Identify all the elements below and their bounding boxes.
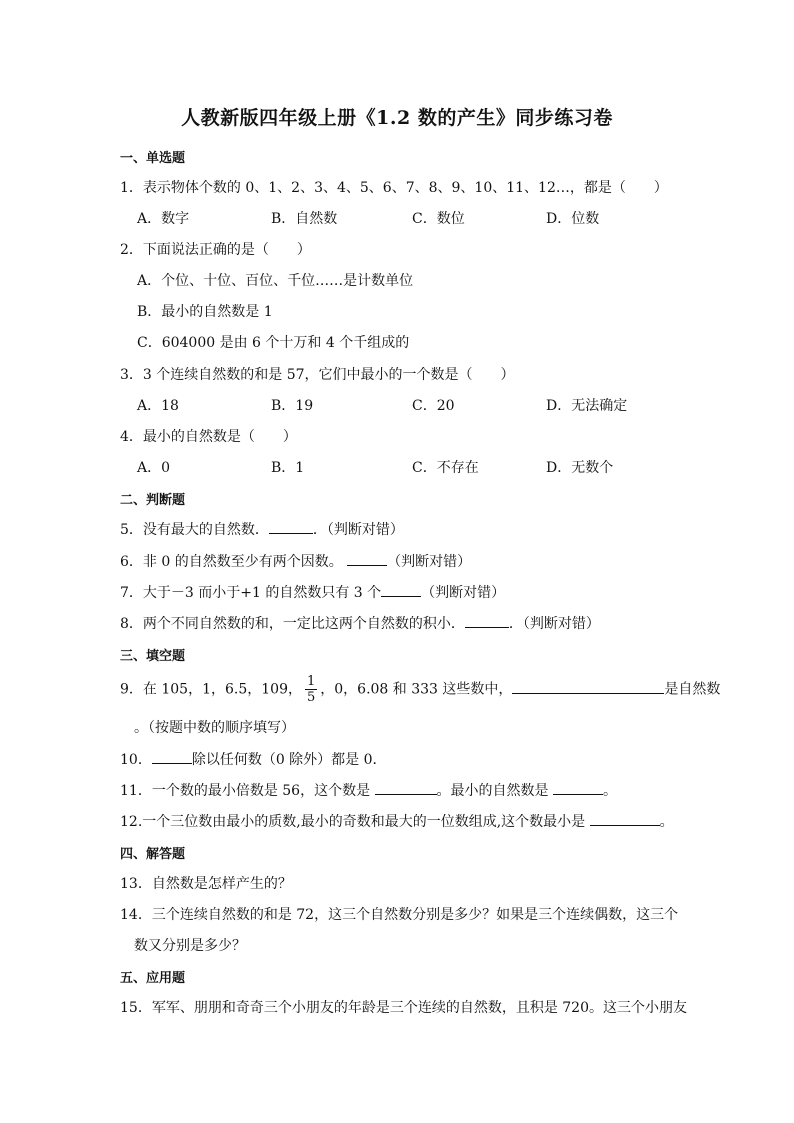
question-10 (120, 749, 387, 769)
question-9-answer-blank[interactable] (512, 679, 664, 694)
question-4-option-a: A．0 (137, 460, 171, 476)
question-4-option-c: C．不存在 (412, 460, 479, 476)
section-heading-fill-in: 三、填空题 (120, 649, 186, 664)
question-14-line-2: 数又分别是多少？ (134, 938, 246, 954)
question-3-option-a: A．18 (137, 398, 179, 414)
section-heading-single-choice: 一、单选题 (120, 151, 186, 166)
question-4-stem: 4．最小的自然数是（ ） (120, 429, 297, 445)
question-7-text: 7．大于－3 而小于+1 的自然数只有 3 个 (120, 585, 382, 601)
question-2-option-c: C．604000 是由 6 个十万和 4 个千组成的 (137, 335, 410, 351)
question-1-option-a: A．数字 (137, 211, 190, 227)
question-11-answer-blank-1[interactable] (375, 780, 437, 795)
question-12 (120, 811, 674, 831)
question-8-suffix: ．（判断对错） (508, 616, 600, 632)
question-5-answer-blank[interactable] (269, 519, 313, 534)
question-10-answer-blank[interactable] (152, 749, 192, 764)
question-9-text-mid: ，0，6.08 和 333 这些数中， (320, 681, 513, 698)
question-11-answer-blank-2[interactable] (553, 780, 603, 795)
question-1-option-d: D．位数 (546, 211, 600, 227)
question-11-text-mid: 。最小的自然数是 (436, 783, 553, 799)
question-2-stem: 2．下面说法正确的是（ ） (120, 242, 311, 258)
question-13: 13．自然数是怎样产生的？ (120, 876, 292, 892)
question-3-option-c: C．20 (412, 398, 455, 414)
question-14-line-1: 14．三个连续自然数的和是 72，这三个自然数分别是多少？如果是三个连续偶数，这三个 (120, 907, 679, 923)
question-8-text: 8．两个不同自然数的和，一定比这两个自然数的积小． (120, 616, 465, 632)
question-11 (120, 780, 617, 800)
section-heading-answer: 四、解答题 (120, 847, 186, 862)
question-12-answer-blank[interactable] (590, 811, 660, 826)
question-9 (120, 674, 720, 705)
question-1-option-b: B．自然数 (271, 211, 338, 227)
question-5-text: 5．没有最大的自然数． (120, 522, 269, 538)
question-9-text: 9．在 105，1，6.5，109， (120, 681, 302, 698)
question-5 (120, 519, 404, 539)
fraction-denominator: 5 (306, 690, 316, 705)
question-4-option-b: B．1 (271, 460, 305, 476)
question-15-line-1: 15．军军、朋朋和奇奇三个小朋友的年龄是三个连续的自然数，且积是 720。这三个小朋友 (120, 1000, 687, 1016)
question-2-option-b: B．最小的自然数是 1 (137, 304, 273, 320)
question-10-text: 除以任何数（0 除外）都是 0． (191, 752, 387, 768)
question-11-text: 11．一个数的最小倍数是 56，这个数是 (120, 783, 375, 799)
question-3-option-b: B．19 (271, 398, 314, 414)
question-8 (120, 613, 600, 633)
page-title: 人教新版四年级上册《1.2 数的产生》同步练习卷 (181, 107, 613, 129)
question-7 (120, 582, 505, 602)
question-1-stem: 1．表示物体个数的 0、1、2、3、4、5、6、7、8、9、10、11、12…，都是（ ） (120, 180, 668, 196)
question-6-text: 6．非 0 的自然数至少有两个因数。 (120, 554, 348, 570)
question-3-option-d: D．无法确定 (546, 398, 628, 414)
question-6-suffix: （判断对错） (387, 554, 472, 570)
question-7-answer-blank[interactable] (381, 582, 421, 597)
question-12-suffix: 。 (659, 814, 674, 830)
section-heading-application: 五、应用题 (120, 971, 186, 986)
question-12-text: 12.一个三位数由最小的质数,最小的奇数和最大的一位数组成,这个数最小是 (120, 814, 590, 830)
question-7-suffix: （判断对错） (421, 585, 506, 601)
section-heading-true-false: 二、判断题 (120, 493, 186, 508)
question-9-suffix: 是自然数 (664, 681, 721, 698)
question-6 (120, 551, 471, 571)
question-9-fraction (305, 674, 317, 705)
fraction-numerator: 1 (306, 674, 316, 689)
question-9-line-2: 。（按题中数的顺序填写） (134, 720, 295, 736)
question-11-suffix: 。 (602, 783, 617, 799)
question-1-option-c: C．数位 (412, 211, 465, 227)
question-6-answer-blank[interactable] (347, 551, 387, 566)
question-2-option-a: A．个位、十位、百位、千位……是计数单位 (137, 273, 414, 289)
question-3-stem: 3．3 个连续自然数的和是 57，它们中最小的一个数是（ ） (120, 367, 515, 383)
question-10-number: 10． (120, 752, 152, 768)
question-8-answer-blank[interactable] (465, 613, 509, 628)
question-5-suffix: ．（判断对错） (312, 522, 404, 538)
question-4-option-d: D．无数个 (546, 460, 614, 476)
